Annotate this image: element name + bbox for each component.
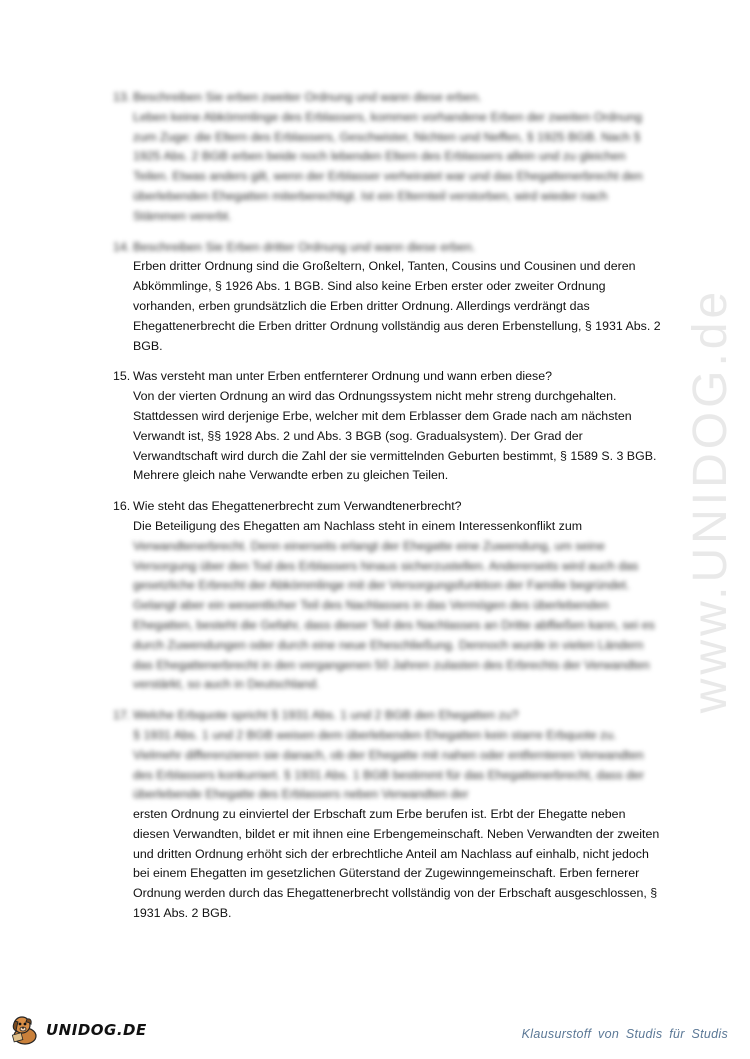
question-17-heading	[113, 706, 661, 726]
question-17-answer: ersten Ordnung zu einviertel der Erbschaft zum Erbe berufen ist. Erbt der Ehegatte neben diesen Verwandten, bildet er mit ihnen eine Erbengemeinschaft. Neben Verwandten der zweiten und dritten Ordnung erhöht sich der erbrechtliche Anteil am Nachlass auf einhalb, nicht jedoch bei einem Ehegatten im gesetzlichen Güterstand der Zugewinngemeinschaft. Erben fernerer Ordnung werden durch das Ehegattenerbrecht vollständig von der Erbschaft ausgeschlossen, § 1931 Abs. 2 BGB.	[133, 807, 660, 921]
question-16-heading	[113, 497, 661, 517]
question-15-answer: Von der vierten Ordnung an wird das Ordnungssystem nicht mehr streng durchgehalten. Stattdessen wird derjenige Erbe, welcher mit dem Erblasser dem Grade nach am nächsten Verwandt ist, §§ 1928 Abs. 2 und Abs. 3 BGB (sog. Gradualsystem). Der Grad der Verwandtschaft wird durch die Zahl der sie vermittelnden Geburten bestimmt, § 1589 S. 3 BGB. Mehrere gleich nahe Verwandte erben zu gleichen Teilen.	[133, 389, 657, 483]
question-15	[113, 367, 661, 486]
question-14-answer: Erben dritter Ordnung sind die Großeltern, Onkel, Tanten, Cousins und Cousinen und deren Abkömmlinge, § 1926 Abs. 1 BGB. Sind also keine Erben erster oder zweiter Ordnung vorhanden, erben grundsätzlich die Erben dritter Ordnung. Allerdings verdrängt das Ehegattenerbrecht die Erben dritter Ordnung vollständig aus deren Erbenstellung, § 1931 Abs. 2 BGB.	[133, 259, 661, 353]
question-16-title: Wie steht das Ehegattenerbrecht zum Verwandtenerbrecht?	[133, 499, 462, 514]
question-15-heading	[113, 367, 661, 387]
question-14-heading	[113, 238, 661, 258]
question-13-answer-blurred: Leben keine Abkömmlinge des Erblassers, kommen vorhandene Erben der zweiten Ordnung zum Zuge: die Eltern des Erblassers, Geschwister, Nichten und Neffen, § 1925 BGB. Nach § 1925 Abs. 2 BGB erben beide noch lebenden Eltern des Erblassers allein und zu gleichen Teilen. Etwas anders gilt, wenn der Erblasser verheiratet war und das Ehegattenerbrecht den überlebenden Ehegatten miterberechtigt. Ist ein Elternteil verstorben, wird wieder nach Stämmen vererbt.	[133, 109, 643, 223]
question-13-heading	[113, 88, 661, 108]
question-14-title: Beschreiben Sie Erben dritter Ordnung und wann diese erben.	[133, 239, 476, 254]
question-16-answer-blurred: Verwandtenerbrecht. Denn einerseits erlangt der Ehegatte eine Zuwendung, um seine Versorgung über den Tod des Erblassers hinaus sicherzustellen. Andererseits wird auch das gesetzliche Erbrecht der Abkömmlinge mit der Versorgungsfunktion der Familie begründet. Gelangt aber ein wesentlicher Teil des Nachlasses in das Vermögen des überlebenden Ehegatten, besteht die Gefahr, dass dieser Teil des Nachlasses an Dritte abfließen kann, sei es durch Zuwendungen oder durch eine neue Eheschließung. Dennoch wurde in vielen Ländern das Ehegattenerbrecht in den vergangenen 50 Jahren zulasten des Erbrechts der Verwandten verstärkt, so auch in Deutschland.	[133, 538, 655, 692]
question-16-number: 16.	[113, 499, 131, 514]
question-13-number: 13.	[113, 90, 131, 104]
logo-text: UNIDOG.DE	[46, 1021, 147, 1039]
footer-slogan: Klausurstoff von Studis für Studis	[521, 1027, 728, 1041]
dog-mascot-icon	[8, 1012, 44, 1048]
question-17-title: Welche Erbquote spricht § 1931 Abs. 1 und 2 BGB den Ehegatten zu?	[133, 708, 519, 723]
question-17-answer-blurred: § 1931 Abs. 1 und 2 BGB weisen dem überlebenden Ehegatten kein starre Erbquote zu. Vielmehr differenzieren sie danach, ob der Ehegatte mit nahen oder entfernteren Verwandten des Erblassers konkurriert. § 1931 Abs. 1 BGB bestimmt für das Ehegattenerbrecht, dass der überlebende Ehegatte des Erblassers neben Verwandten der	[133, 727, 645, 802]
question-17	[113, 706, 661, 924]
question-13	[113, 88, 661, 227]
document-content	[113, 88, 661, 935]
question-13-title: Beschreiben Sie erben zweiter Ordnung und wann diese erben.	[133, 90, 482, 104]
question-14-number: 14.	[113, 239, 131, 254]
watermark	[686, 260, 736, 740]
question-15-title: Was versteht man unter Erben entfernterer Ordnung und wann erben diese?	[133, 369, 553, 384]
question-16-answer: Die Beteiligung des Ehegatten am Nachlass steht in einem Interessenkonflikt zum	[133, 518, 583, 533]
question-15-number: 15.	[113, 369, 131, 384]
question-16	[113, 497, 661, 695]
watermark-text: www.UNIDOG.de	[684, 287, 738, 713]
unidog-logo[interactable]	[8, 1012, 168, 1048]
question-17-number: 17.	[113, 708, 131, 723]
question-14	[113, 238, 661, 357]
